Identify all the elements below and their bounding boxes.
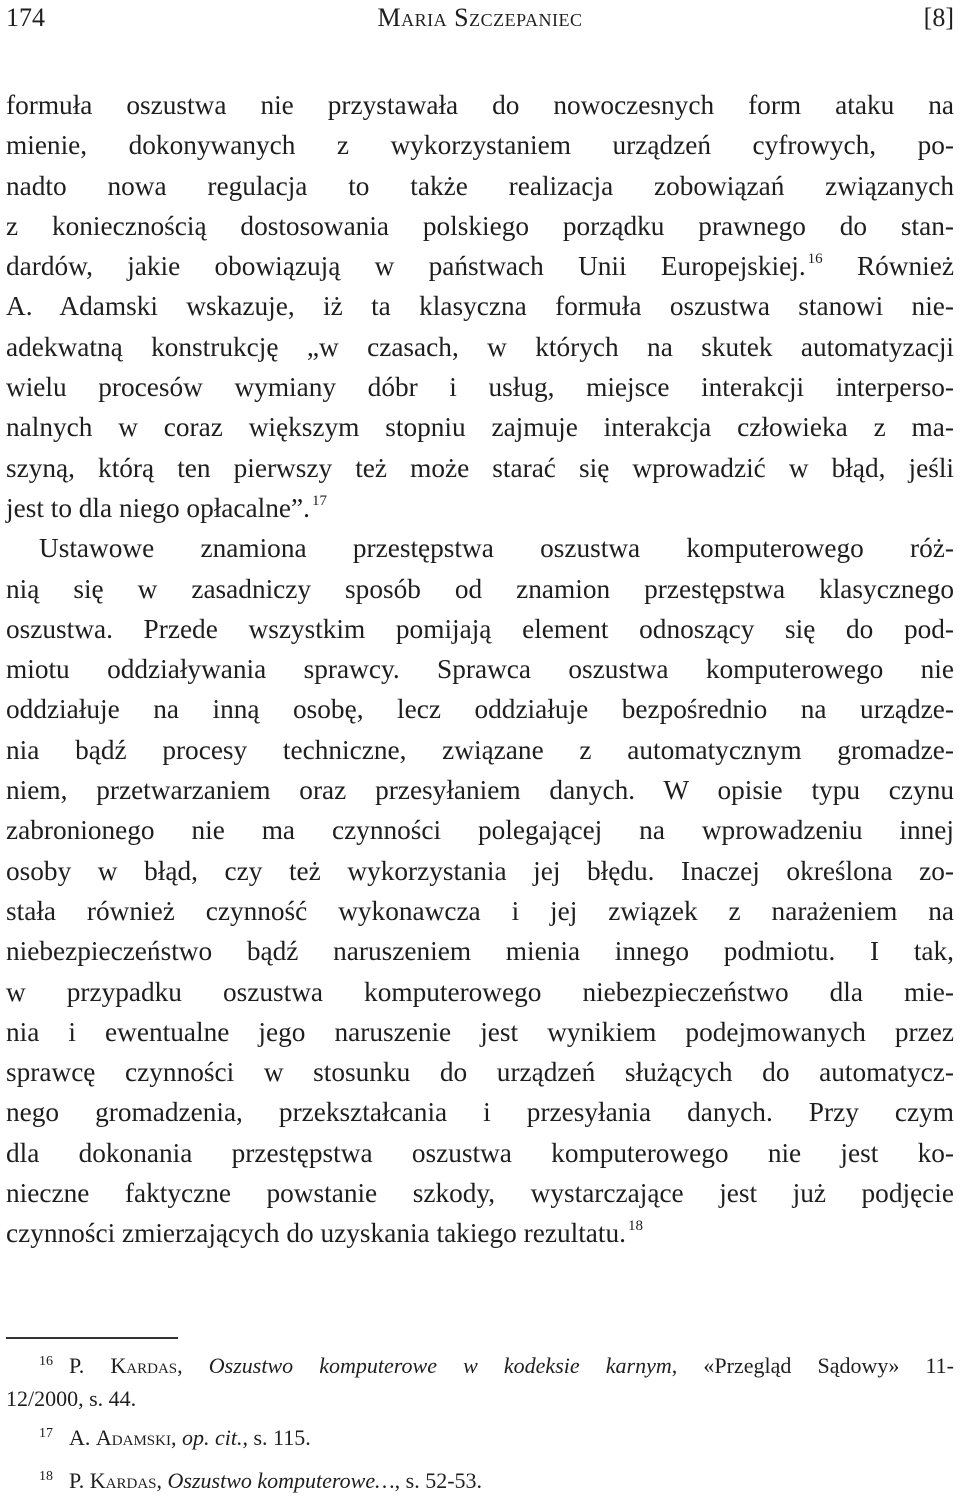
- text-line: z koniecznością dostosowania polskiego porządku prawnego do stan-: [6, 210, 954, 241]
- text-line: stała również czynność wykonawcza i jej związek z narażeniem na: [6, 895, 954, 926]
- text-line: nia bądź procesy techniczne, związane z automatycznym gromadze-: [6, 734, 954, 765]
- text-line: oddziałuje na inną osobę, lecz oddziałuje bezpośrednio na urządze-: [6, 694, 954, 725]
- section-marker: [8]: [923, 3, 954, 32]
- text-line: nalnych w coraz większym stopniu zajmuje interakcja człowieka z ma-: [6, 412, 954, 443]
- text-line: [6, 488, 954, 528]
- text-line: niebezpieczeństwo bądź naruszeniem mienia innego podmiotu. I tak,: [6, 936, 954, 967]
- text-line: [6, 1213, 954, 1253]
- footnote-rest: , «Przegląd Sądowy» 11-: [671, 1353, 954, 1378]
- footnote-title: Oszustwo komputerowe w kodeksie karnym: [208, 1353, 672, 1378]
- footnote-author-initial: P.: [69, 1353, 85, 1378]
- paragraph-start-line: Ustawowe znamiona przestępstwa oszustwa komputerowego róż-: [39, 533, 954, 564]
- footnote-author-initial: P.: [69, 1468, 85, 1493]
- text-line: miotu oddziaływania sprawcy. Sprawca oszustwa komputerowego nie: [6, 654, 954, 685]
- footnote-author-initial: A.: [69, 1425, 91, 1450]
- text-segment: jest to dla niego opłacalne”.: [6, 492, 310, 523]
- footnote-ref-16: 16: [807, 251, 823, 268]
- running-title: [6, 3, 954, 33]
- footnote-rest: , s. 52-53.: [394, 1468, 483, 1493]
- text-line: wielu procesów wymiany dóbr i usług, miejsce interakcji interperso-: [6, 372, 954, 403]
- text-line: nieczne faktyczne powstanie szkody, wystarczające jest już podjęcie: [6, 1178, 954, 1209]
- text-line: formuła oszustwa nie przystawała do nowoczesnych form ataku na: [6, 90, 954, 120]
- text-line: nego gromadzenia, przekształcania i przesyłania danych. Przy czym: [6, 1097, 954, 1128]
- text-line: nia i ewentualne jego naruszenie jest wynikiem podejmowanych przez: [6, 1016, 954, 1047]
- footnote-ref-17: 17: [311, 492, 327, 509]
- text-line: A. Adamski wskazuje, iż ta klasyczna formuła oszustwa stanowi nie-: [6, 291, 954, 322]
- footnote-18: $^{18}$ P. Kardas, Oszustwo komputerowe…, s. 52-53.: [6, 1460, 954, 1497]
- text-line: mienie, dokonywanych z wykorzystaniem urządzeń cyfrowych, po-: [6, 130, 954, 161]
- running-header: [6, 0, 954, 40]
- text-line: nadto nowa regulacja to także realizacja zobowiązań związanych: [6, 170, 954, 201]
- text-line: nią się w zasadniczy sposób od znamion przestępstwa klasycznego: [6, 573, 954, 604]
- text-line: w przypadku oszustwa komputerowego niebezpieczeństwo dla mie-: [6, 976, 954, 1007]
- author-last-name: Szczepaniec: [454, 3, 583, 32]
- text-line: osoby w błąd, czy też wykorzystania jej błędu. Inaczej określona zo-: [6, 855, 954, 886]
- footnote-number: 18: [39, 1469, 53, 1484]
- footnote-rest: , s. 115.: [242, 1425, 311, 1450]
- body-text: [6, 85, 954, 1254]
- footnote-number: 16: [39, 1354, 53, 1369]
- footnote-title: op. cit.: [181, 1425, 243, 1450]
- footnote-ref-18: 18: [627, 1218, 643, 1235]
- footnote-author: Kardas: [89, 1468, 157, 1493]
- text-segment: czynności zmierzających do uzyskania takiego rezultatu.: [6, 1218, 626, 1249]
- text-line: dla dokonania przestępstwa oszustwa komputerowego nie jest ko-: [6, 1137, 954, 1168]
- footnote-number: 17: [39, 1426, 53, 1441]
- footnote-author: Kardas: [110, 1353, 178, 1378]
- footnote-title: Oszustwo komputerowe…: [167, 1468, 395, 1493]
- text-line: zabronionego nie ma czynności polegającej na wprowadzeniu innej: [6, 815, 954, 846]
- text-line: sprawcę czynności w stosunku do urządzeń służących do automatycz-: [6, 1057, 954, 1088]
- text-line: adekwatną konstrukcję „w czasach, w których na skutek automatyzacji: [6, 331, 954, 362]
- text-segment: Również: [856, 251, 954, 282]
- author-first-name: Maria: [377, 3, 448, 32]
- footnotes: [6, 1345, 954, 1497]
- footnote-line: 12/2000, s. 44.: [6, 1386, 137, 1411]
- footnote-line: $^{16}$ P. Kardas, Oszustwo komputerowe w kodeksie karnym, «Przegląd Sądowy» 11-: [6, 1345, 954, 1382]
- footnote-separator: [6, 1337, 178, 1339]
- text-segment: dardów, jakie obowiązują w państwach Unii Europejskiej.: [6, 251, 806, 282]
- text-line: [6, 246, 954, 286]
- text-line: oszustwa. Przede wszystkim pomijają element odnoszący się do pod-: [6, 613, 954, 644]
- text-line: szyną, którą ten pierwszy też może starać się wprowadzić w błąd, jeśli: [6, 452, 954, 483]
- text-line: niem, przetwarzaniem oraz przesyłaniem danych. W opisie typu czynu: [6, 775, 954, 806]
- footnote-17: $^{17}$ A. Adamski, op. cit., s. 115.: [6, 1417, 954, 1454]
- footnote-16: [6, 1345, 954, 1411]
- footnote-author: Adamski: [95, 1425, 171, 1450]
- page-number: 174: [6, 3, 45, 32]
